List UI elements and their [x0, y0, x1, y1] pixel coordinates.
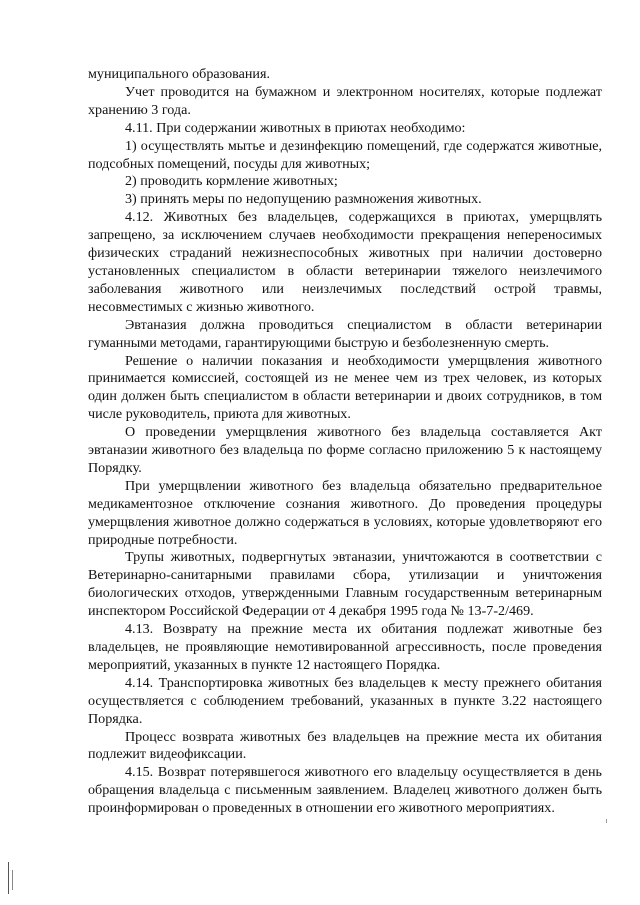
paragraph-13: 4.14. Транспортировка животных без владельцев к месту прежнего обитания осуществляется с соблюдением требований, указанных в пункте 3.22 настоящего Порядка.: [88, 674, 602, 727]
paragraph-0: муниципального образования.: [88, 66, 270, 82]
paragraph-1: Учет проводится на бумажном и электронном носителях, которые подлежат хранению 3 года.: [88, 83, 602, 118]
paragraph-14: Процесс возврата животных без владельцев на прежние места их обитания подлежит видеофиксации.: [88, 728, 602, 763]
paragraph-5: 3) принять меры по недопущению размножения животных.: [125, 191, 482, 208]
document-page: [88, 66, 602, 818]
paragraph-7: Эвтаназия должна проводиться специалистом в области ветеринарии гуманными методами, гарантирующими быструю и безболезненную смерть.: [88, 316, 602, 351]
paragraph-11: Трупы животных, подвергнутых эвтаназии, уничтожаются в соответствии с Ветеринарно-санитарными правилами сбора, утилизации и уничтожения биологических отходов, утвержденными Главным государственным ветеринарным инспектором Российской Федерации от 4 декабря 1995 года № 13-7-2/469.: [88, 549, 602, 620]
scan-margin-line: [8, 862, 9, 894]
paragraph-2: 4.11. При содержании животных в приютах необходимо:: [125, 119, 466, 136]
paragraph-10: При умерщвлении животного без владельца обязательно предварительное медикаментозное отключение сознания животного. До проведения процедуры умерщвления животное должно содержаться в условиях, которые удовлетворяют его природные потребности.: [88, 477, 602, 548]
scan-margin-line-short: [12, 870, 13, 890]
paragraph-3: 1) осуществлять мытье и дезинфекцию помещений, где содержатся животные, подсобных помещений, посуды для животных;: [88, 137, 602, 172]
paragraph-12: 4.13. Возврату на прежние места их обитания подлежат животные без владельцев, не проявляющие немотивированной агрессивность, после проведения мероприятий, указанных в пункте 12 настоящего Порядка.: [88, 621, 602, 673]
scan-edge-dot: [606, 819, 607, 823]
paragraph-9: О проведении умерщвления животного без владельца составляется Акт эвтаназии животного без владельца по форме согласно приложению 5 к настоящему Порядку.: [88, 424, 602, 476]
paragraph-8: Решение о наличии показания и необходимости умерщвления животного принимается комиссией, состоящей из не менее чем из трех человек, из которых один должен быть специалистом в области ветеринарии и двоих сотрудников, в том числе руководитель, приюта для животных.: [88, 352, 602, 423]
paragraph-15: 4.15. Возврат потерявшегося животного его владельцу осуществляется в день обращения владельца с письменным заявлением. Владелец животного должен быть проинформирован о проведенных в отношении его животного мероприятиях.: [88, 764, 602, 817]
paragraph-6: 4.12. Животных без владельцев, содержащихся в приютах, умерщвлять запрещено, за исключением случаев необходимости прекращения непереносимых физических страданий нежизнеспособных животных при наличии достоверно установленных специалистом в области ветеринарии тяжелого неизлечимого заболевания животного или неизлечимых последствий острой травмы, несовместимых с жизнью животного.: [88, 209, 602, 315]
paragraph-4: 2) проводить кормление животных;: [125, 173, 338, 190]
